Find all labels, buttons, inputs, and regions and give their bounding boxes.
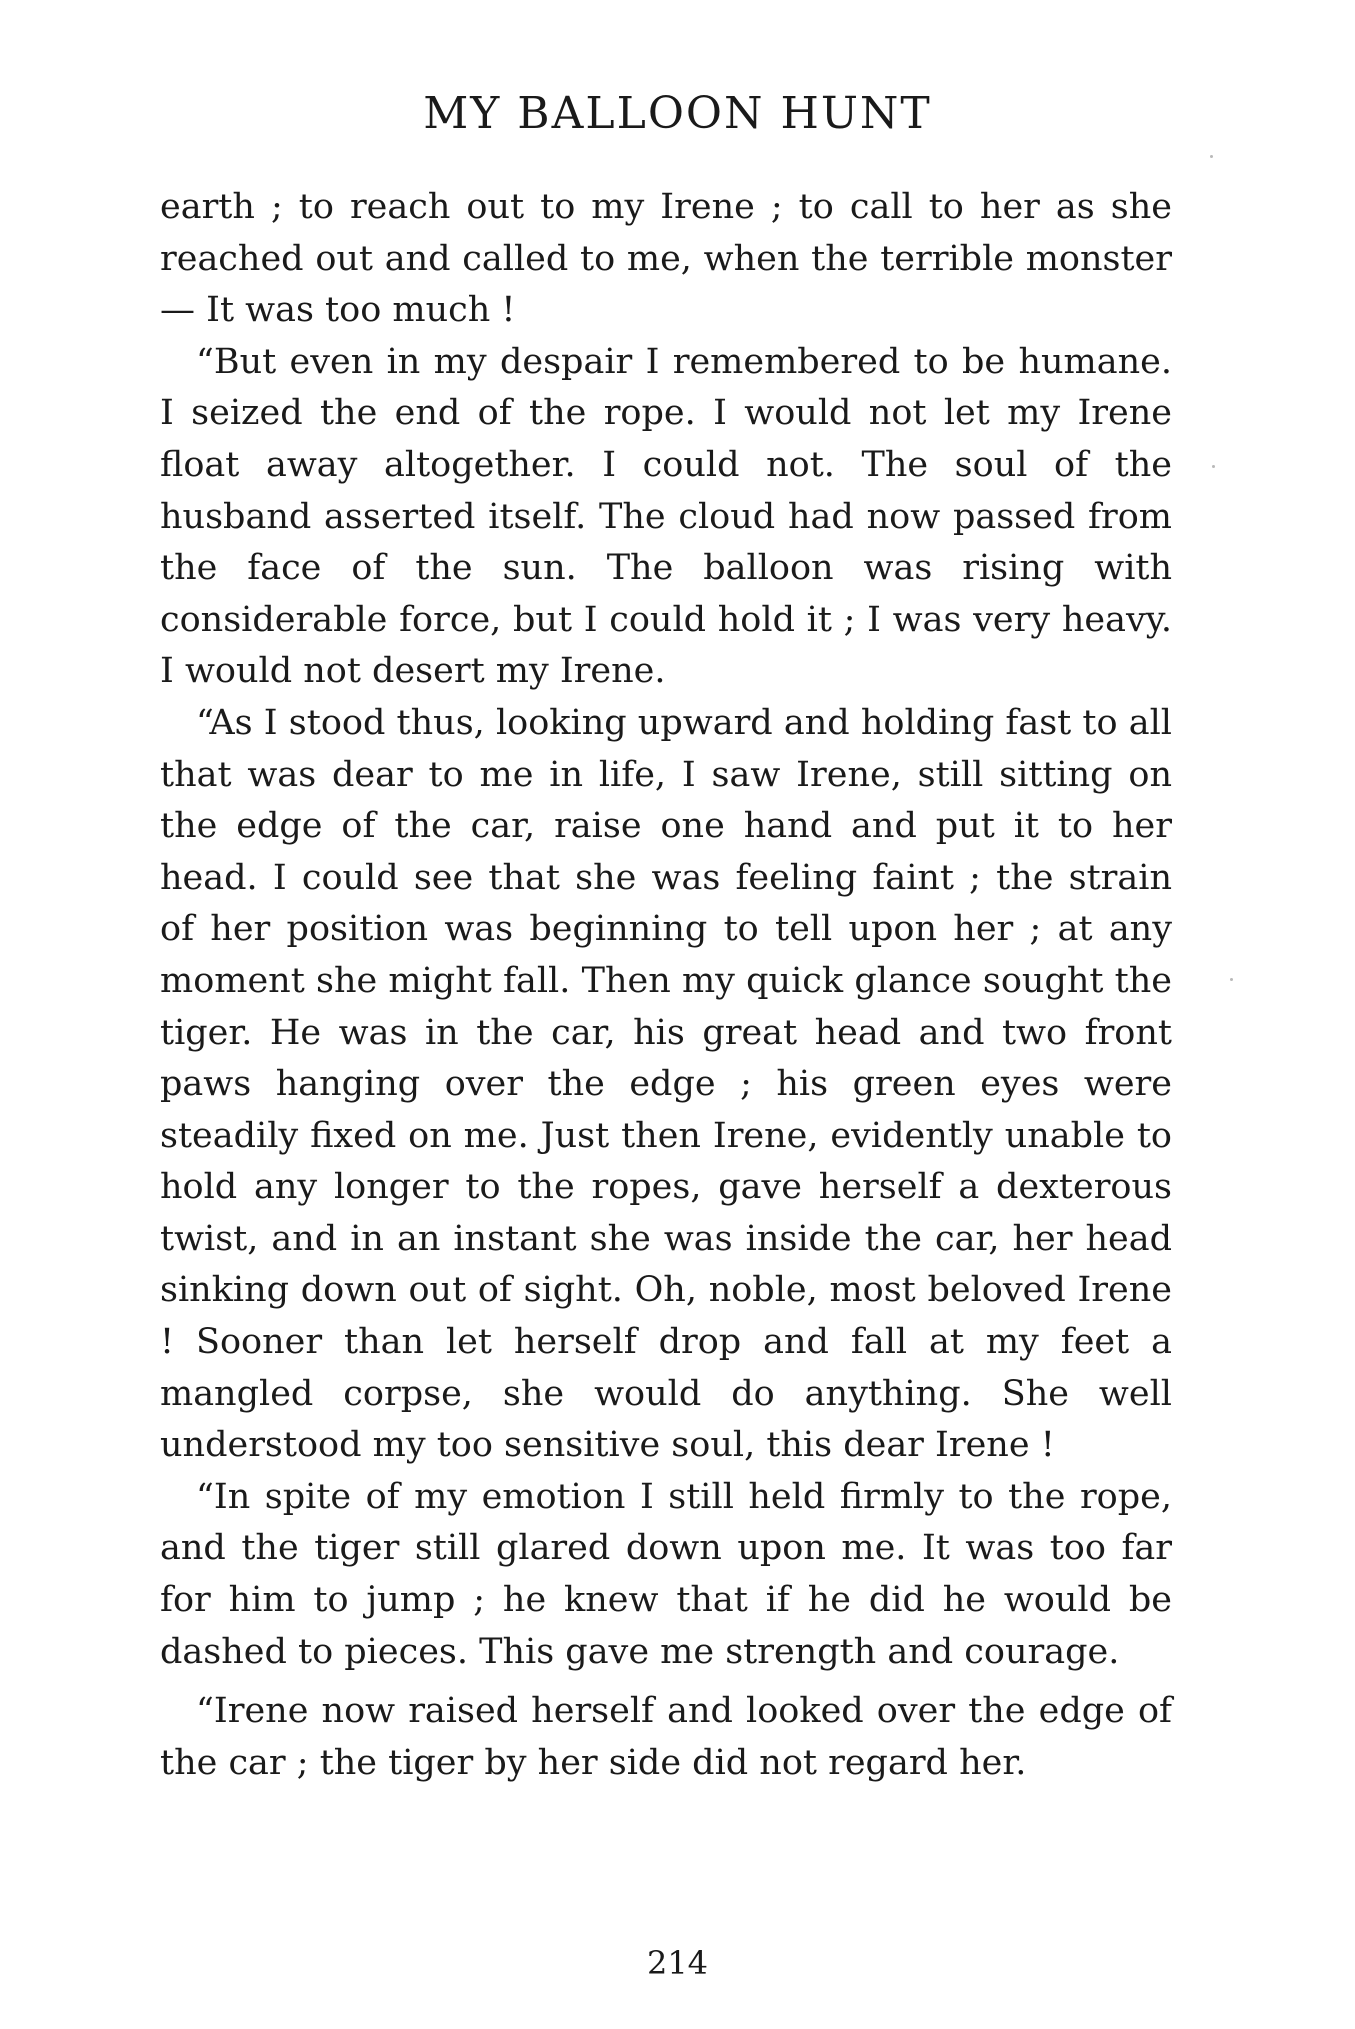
running-head: MY BALLOON HUNT [423,88,932,139]
page-number: 214 [646,1944,709,1982]
paper-speck [1212,465,1215,468]
paragraph-continuation: earth ; to reach out to my Irene ; to call to her as she reached out and called to me, when the terrible monster— It was too much ! [160,187,1172,331]
paper-speck [1210,155,1213,158]
paper-speck [1230,978,1233,981]
body-text [160,182,1172,1789]
paragraph: “As I stood thus, looking upward and holding fast to all that was dear to me in life, I saw Irene, still sitting on the edge of the car, raise one hand and put it to her head. I could see that she was feeling faint ; the strain of her position was beginning to tell upon her ; at any moment she might fall. Then my quick glance sought the tiger. He was in the car, his great head and two front paws hanging over the edge ; his green eyes were steadily fixed on me. Just then Irene, evidently unable to hold any longer to the ropes, gave herself a dexterous twist, and in an instant she was inside the car, her head sinking down out of sight. Oh, noble, most beloved Irene ! Sooner than let herself drop and fall at my feet a mangled corpse, she would do anything. She well understood my too sensitive soul, this dear Irene ! [160,702,1172,1466]
paragraph: “In spite of my emotion I still held firmly to the rope, and the tiger still glared down upon me. It was too far for him to jump ; he knew that if he did he would be dashed to pieces. This gave me strength and courage. [160,1476,1172,1672]
paragraph: “But even in my despair I remembered to be humane. I seized the end of the rope. I would not let my Irene float away altogether. I could not. The soul of the husband asserted itself. The cloud had now passed from the face of the sun. The balloon was rising with considerable force, but I could hold it ; I was very heavy. I would not desert my Irene. [160,341,1172,692]
paragraph: “Irene now raised herself and looked over the edge of the car ; the tiger by her side did not regard her. [160,1691,1172,1783]
